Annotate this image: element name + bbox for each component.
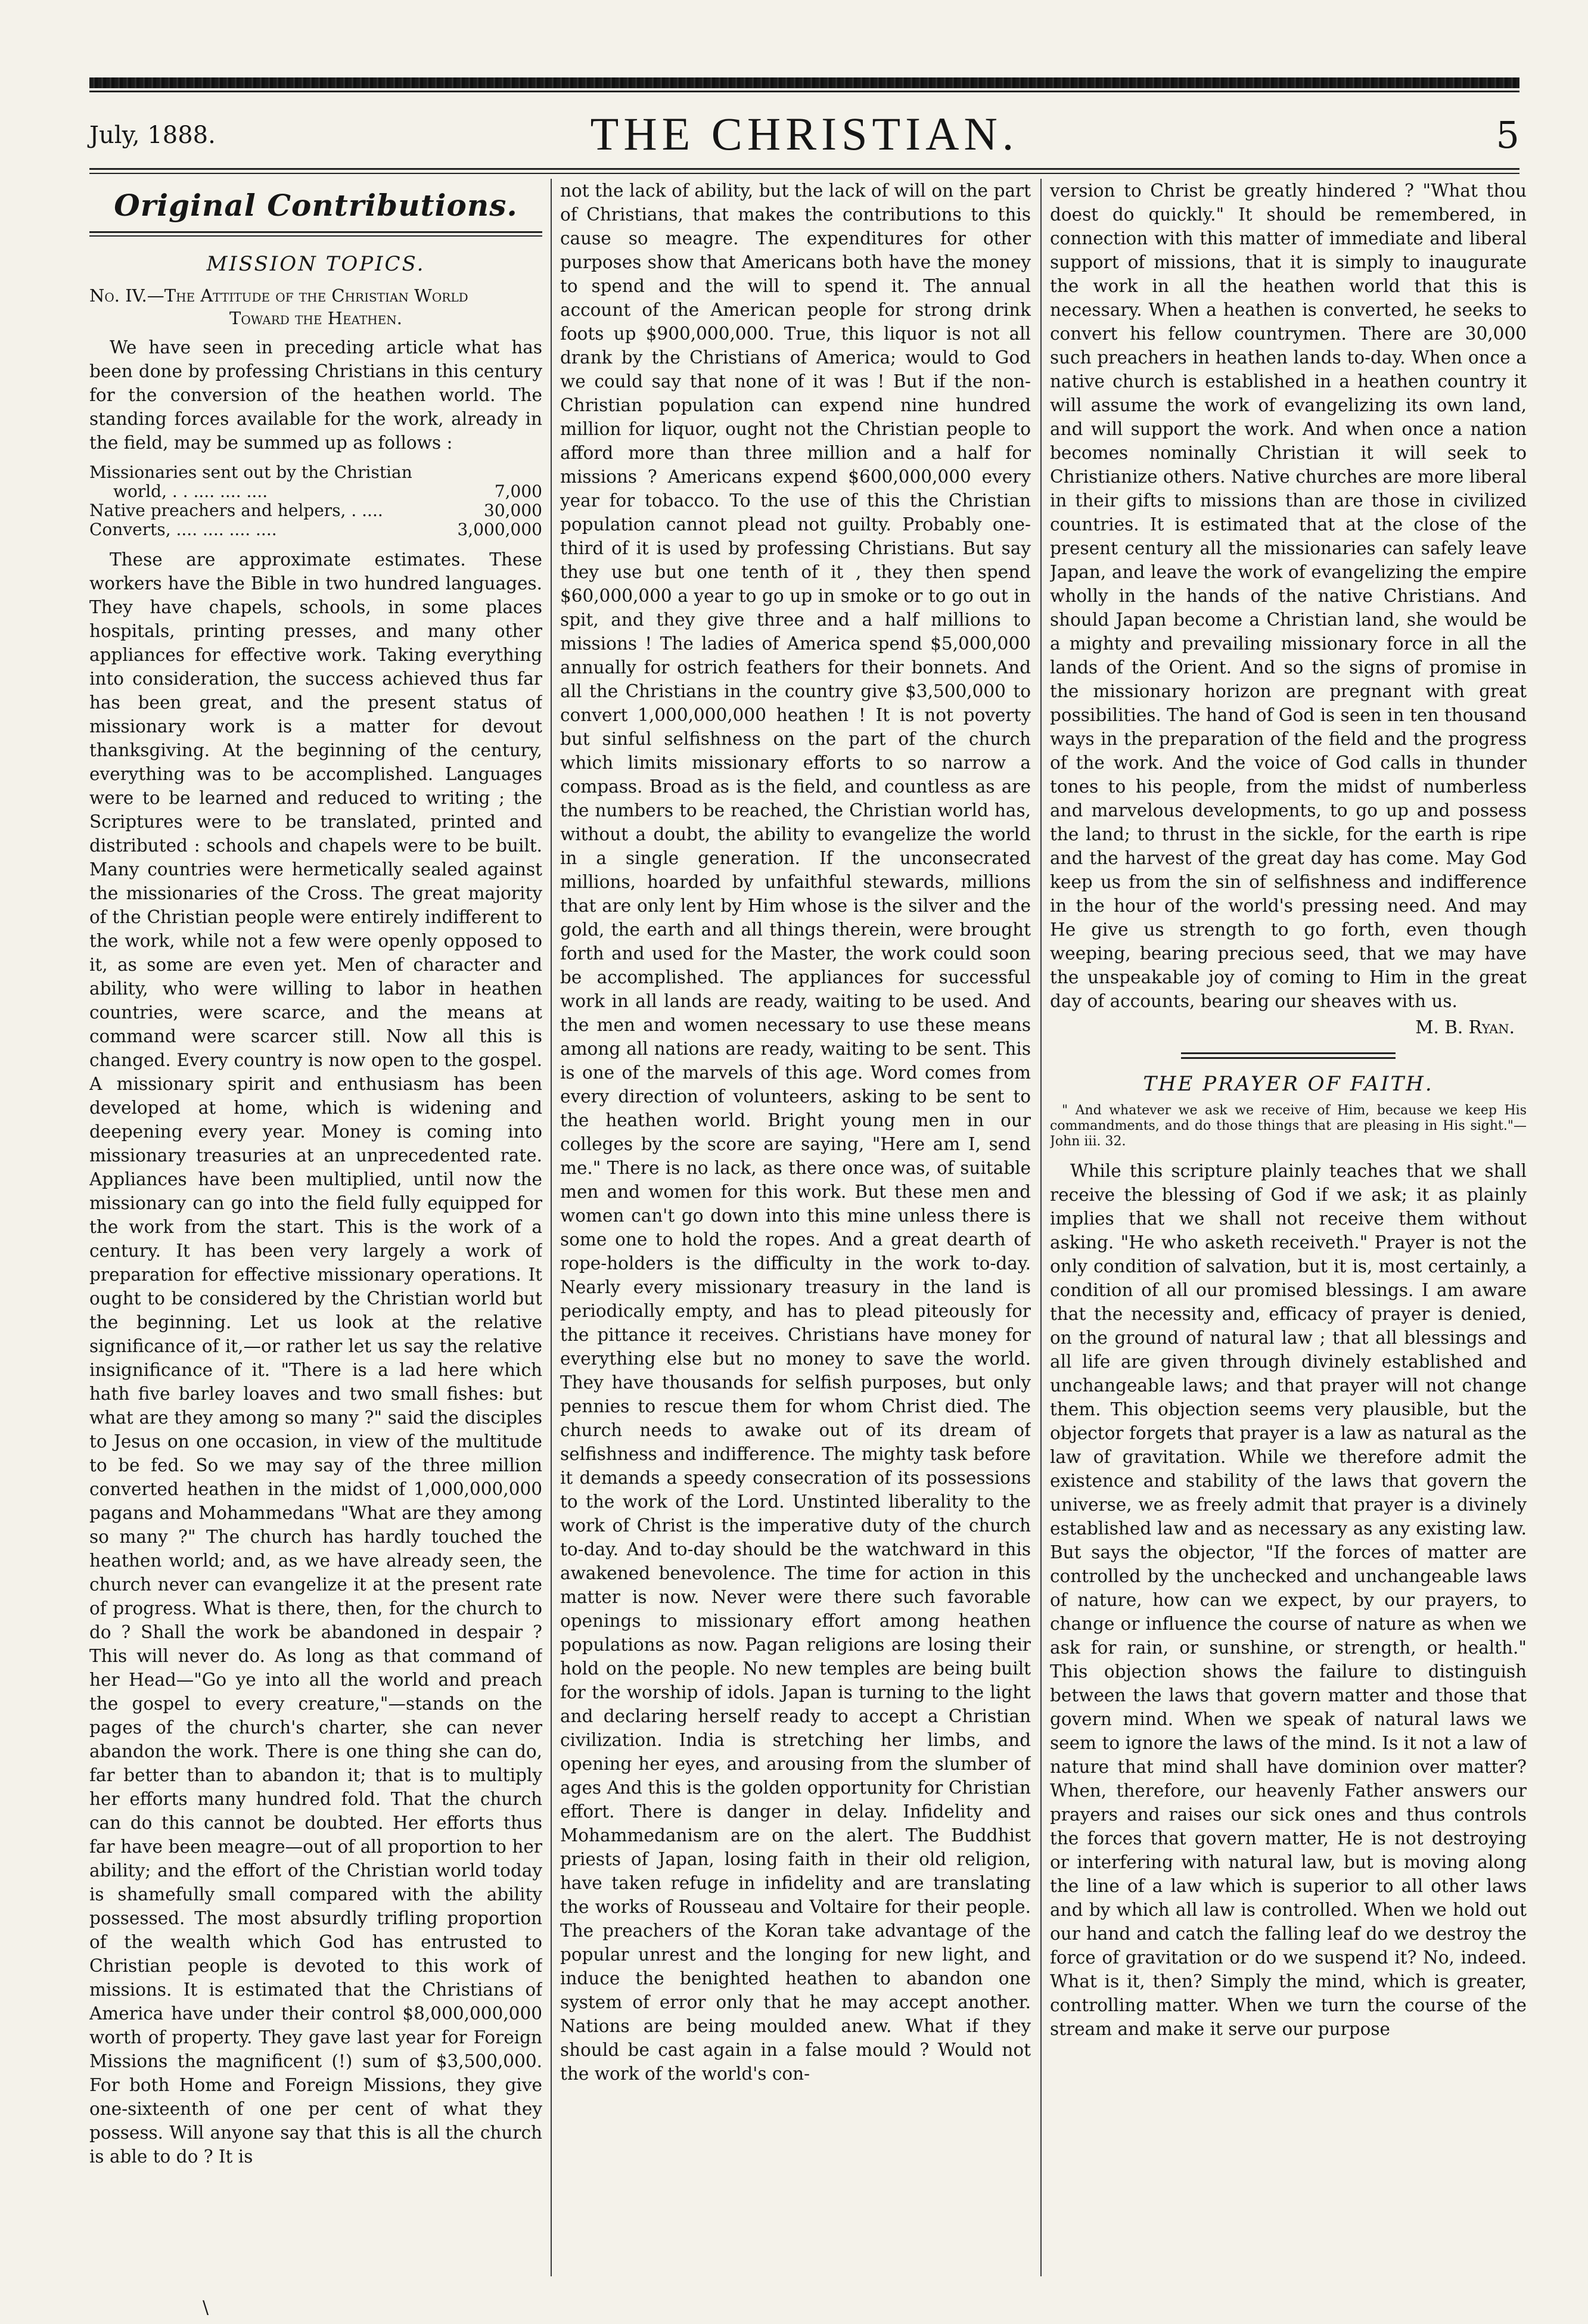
stats-value: 30,000 [484,501,542,520]
author-signature: M. B. Ryan. [1415,1017,1515,1037]
stats-label: Missionaries sent out by the Christian [89,462,412,482]
article-subtitle-line2: Toward the Heathen. [229,308,402,328]
column-1 [89,179,542,2276]
page-number: 5 [1496,113,1519,157]
missionary-stats-table [89,463,542,539]
scripture-epigraph: " And whatever we ask we receive of Him, because we keep His commandments, and do those things that are pleasing in His sight."—John iii. 32. [1050,1103,1527,1149]
column-divider [1040,179,1042,2276]
column-divider [551,179,552,2276]
print-mark: \ [203,2297,209,2318]
masthead-bottom-rule-thin [89,173,1519,174]
stats-row [89,501,542,520]
column-2 [560,179,1031,2276]
masthead-bottom-rule [89,168,1519,170]
stats-label: Converts, .... .... .... .... [89,520,277,539]
stats-label: world, . . .... .... .... [113,481,268,501]
article-paragraph: These are approximate estimates. These workers have the Bible in two hundred languages. They have chapels, schools, in some places hospitals, printing presses, and many other appliances for effective work. Taking everything into consideration, the success achieved thus far has been great, and the present status of missionary work is a matter for devout thanksgiving. At the beginning of the century, everything was to be accomplished. Languages were to be learned and reduced to writing ; the Scriptures were to be translated, printed and distributed : schools and chapels were to be built. Many countries were hermetically sealed against the missionaries of the Cross. The great majority of the Christian people were entirely indifferent to the work, while not a few were openly opposed to it, as some are even yet. Men of character and ability, who were willing to labor in heathen countries, were scarce, and the means at command were scarcer still. Now all this is changed. Every country is now open to the gospel. A missionary spirit and enthusiasm has been developed at home, which is widening and deepening every year. Money is coming into missionary treasuries at an unprecedented rate. Appliances have been multiplied, until now the missionary can go into the field fully equipped for the work from the start. This is the work of a century. It has been very largely a work of preparation for effective missionary operations. It ought to be considered by the Christian world but the beginning. Let us look at the relative significance of it,—or rather let us say the relative insignificance of it. "There is a lad here which hath five barley loaves and two small fishes: but what are they among so many ?" said the disciples to Jesus on one occasion, in view of the multitude to be fed. So we may say of the three million converted heathen in the midst of 1,000,000,000 pagans and Mohammedans "What are they among so many ?" The church has hardly touched the heathen world; and, as we have already seen, the church never can evangelize it at the present rate of progress. What is there, then, for the church to do ? Shall the work be abandoned in despair ? This will never do. As long as that command of her Head—"Go ye into all the world and preach the gospel to every creature,"—stands on the pages of the church's charter, she can never abandon the work. There is one thing she can do, far better than to abandon it; that is to multiply her efforts many hundred fold. That the church can do this cannot be doubted. Her efforts thus far have been meagre—out of all proportion to her ability; and the effort of the Christian world today is shamefully small compared with the ability possessed. The most absurdly trifling proportion of the wealth which God has entrusted to Christian people is devoted to this work of missions. It is estimated that the Christians of America have under their control $8,000,000,000 worth of property. They gave last year for Foreign Missions the magnificent (!) sum of $3,500,000. For both Home and Foreign Missions, they give one-sixteenth of one per cent of what they possess. Will anyone say that this is all the church is able to do ? It is [89,549,542,2167]
article-separator [1181,1052,1396,1059]
section-heading: Original Contributions. [114,188,518,223]
masthead [89,100,1519,166]
section-rule-thin [89,235,542,237]
stats-value: 7,000 [494,481,542,501]
article-paragraph: version to Christ be greatly hindered ? "What thou doest do quickly." It should be remembered, in connection with this matter of immediate and liberal support of missions, that it is simply to inaugurate the work in all the heathen world that this is necessary. When a heathen is converted, he seeks to convert his fellow countrymen. There are 30,000 such preachers in heathen lands to-day. When once a native church is established in a heathen country it will assume the work of evangelizing its own land, and will support the work. And when once a nation becomes nominally Christian it will seek to Christianize others. Native churches are more liberal in their gifts to missions than are those in civilized countries. It is estimated that at the close of the present century all the missionaries can safely leave Japan, and leave the work of evangelizing the empire wholly in the hands of the native Christians. And should Japan become a Christian land, she would be a mighty and prevailing missionary force in all the lands of the Orient. And so the signs of promise in the missionary horizon are pregnant with great possibilities. The hand of God is seen in ten thousand ways in the preparation of the field and the progress of the work. And the voice of God calls in thunder tones to his people, from the midst of numberless and marvelous developments, to go up and possess the land; to thrust in the sickle, for the earth is ripe and the harvest of the great day has come. May God keep us from the sin of selfishness and indifference in the hour of the world's pressing need. And may He give us strength to go forth, even though weeping, bearing precious seed, that we may have the unspeakable joy of coming to Him in the great day of accounts, bearing our sheaves with us. [1050,181,1527,1011]
masthead-top-rule-thin [89,91,1519,92]
article-title: MISSION TOPICS. [206,252,425,276]
section-rule [89,231,542,233]
issue-date: July, 1888. [89,122,216,149]
article-subtitle-line1: No. IV.—The Attitude of the Christian World [89,285,468,306]
stats-row [89,463,542,482]
article-title: THE PRAYER OF FAITH. [1143,1072,1434,1096]
stats-value: 3,000,000 [457,520,542,539]
article-subtitle [89,284,542,330]
stats-label: Native preachers and helpers, . .... [89,501,383,520]
article-paragraph: We have seen in preceding article what has been done by professing Christians in this century for the conversion of the heathen world. The standing forces available for the work, already in the field, may be summed up as follows : [89,337,542,453]
stats-row [89,520,542,539]
article-paragraph: not the lack of ability, but the lack of will on the part of Christians, that makes the contributions to this cause so meagre. The expenditures for other purposes show that Americans both have the money to spend and the will to spend it. The annual account of the American people for strong drink foots up $900,000,000. True, this liquor is not all drank by the Christians of America; would to God we could say that none of it was ! But if the non-Christian population can expend nine hundred million for liquor, ought not the Christian people to afford more than three million and a half for missions ? Americans expend $600,000,000 every year for tobacco. To the use of this the Christian population cannot plead not guilty. Probably one-third of it is used by professing Christians. But say they use but one tenth of it , they then spend $60,000,000 a year to go up in smoke or to go out in spit, and they give three and a half millions to missions ! The ladies of America spend $5,000,000 annually for ostrich feathers for their bonnets. And all the Christians in the country give $3,500,000 to convert 1,000,000,000 heathen ! It is not poverty but sinful selfishness on the part of the church which limits missionary efforts to so narrow a compass. Broad as is the field, and countless as are the numbers to be reached, the Christian world has, without a doubt, the ability to evangelize the world in a single generation. If the unconsecrated millions, hoarded by unfaithful stewards, millions that are only lent by Him whose is the silver and the gold, the earth and all things therein, were brought forth and used for the Master, the work could soon be accomplished. The appliances for successful work in all lands are ready, waiting to be used. And the men and women necessary to use these means among all nations are ready, waiting to be sent. This is one of the marvels of this age. Word comes from every direction of volunteers, asking to be sent to the heathen world. Bright young men in our colleges by the score are saying, "Here am I, send me." There is no lack, as there once was, of suitable men and women for this work. But these men and women can't go down into this mine unless there is some one to hold the ropes. And a great dearth of rope-holders is the difficulty in the work to-day. Nearly every missionary treasury in the land is periodically empty, and has to plead piteously for the pittance it receives. Christians have money for everything else but no money to save the world. They have thousands for selfish purposes, but only pennies to rescue them for whom Christ died. The church needs to awake out of its dream of selfishness and indifference. The mighty task before it demands a speedy consecration of its possessions to the work of the Lord. Unstinted liberality to the work of Christ is the imperative duty of the church to-day. And to-day should be the watchward in this awakened benevolence. The time for action in this matter is now. Never were there such favorable openings to missionary effort among heathen populations as now. Pagan religions are losing their hold on the people. No new temples are being built for the worship of idols. Japan is turning to the light and declaring herself ready to accept a Christian civilization. India is stretching her limbs, and opening her eyes, and arousing from the slumber of ages And this is the golden opportunity for Christian effort. There is danger in delay. Infidelity and Mohammedanism are on the alert. The Buddhist priests of Japan, losing faith in their old religion, have taken refuge in infidelity and are translating the works of Rousseau and Voltaire for their people. The preachers of the Koran take advantage of the popular unrest and the longing for new light, and induce the benighted heathen to abandon one system of error only that he may accept another. Nations are being moulded anew. What if they should be cast again in a false mould ? Would not the work of the world's con- [560,181,1031,2084]
article-paragraph: While this scripture plainly teaches that we shall receive the blessing of God if we ask; it as plainly implies that we shall not receive them without asking. "He who asketh receiveth." Prayer is not the only condition of salvation, but it is, most certainly, a condition of all our promised blessings. I am aware that the necessity and, efficacy of prayer is denied, on the ground of natural law ; that all blessings and all life are given through divinely established and unchangeable laws; and that prayer will not change them. This objection seems very plausible, but the objector forgets that prayer is a law as natural as the law of gravitation. While we therefore admit the existence and stability of the laws that govern the universe, we as freely admit that prayer is a divinely established law and as necessary as any existing law. But says the objector, "If the forces of matter are controlled by the unchecked and unchangeable laws of nature, how can we expect, by our prayers, to change or influence the course of nature as when we ask for rain, or sunshine, or strength, or health." This objection shows the failure to distinguish between the laws that govern matter and those that govern mind. When we speak of natural laws we seem to ignore the laws of the mind. Is it not a law of nature that mind shall have dominion over matter? When, therefore, our heavenly Father answers our prayers and raises our sick ones and thus controls the forces that govern matter, He is not destroying or interfering with natural law, but is moving along the line of a law which is superior to all other laws and by which all law is controlled. When we hold out our hand and catch the falling leaf do we destroy the force of gravitation or do we suspend it? No, indeed. What is it, then? Simply the mind, which is greater, controlling matter. When we turn the course of the stream and make it serve our purpose [1050,1161,1527,2039]
masthead-top-rule [89,77,1519,88]
column-3 [1050,179,1527,2276]
stats-row [89,482,542,501]
newspaper-title: THE CHRISTIAN. [590,108,1019,160]
